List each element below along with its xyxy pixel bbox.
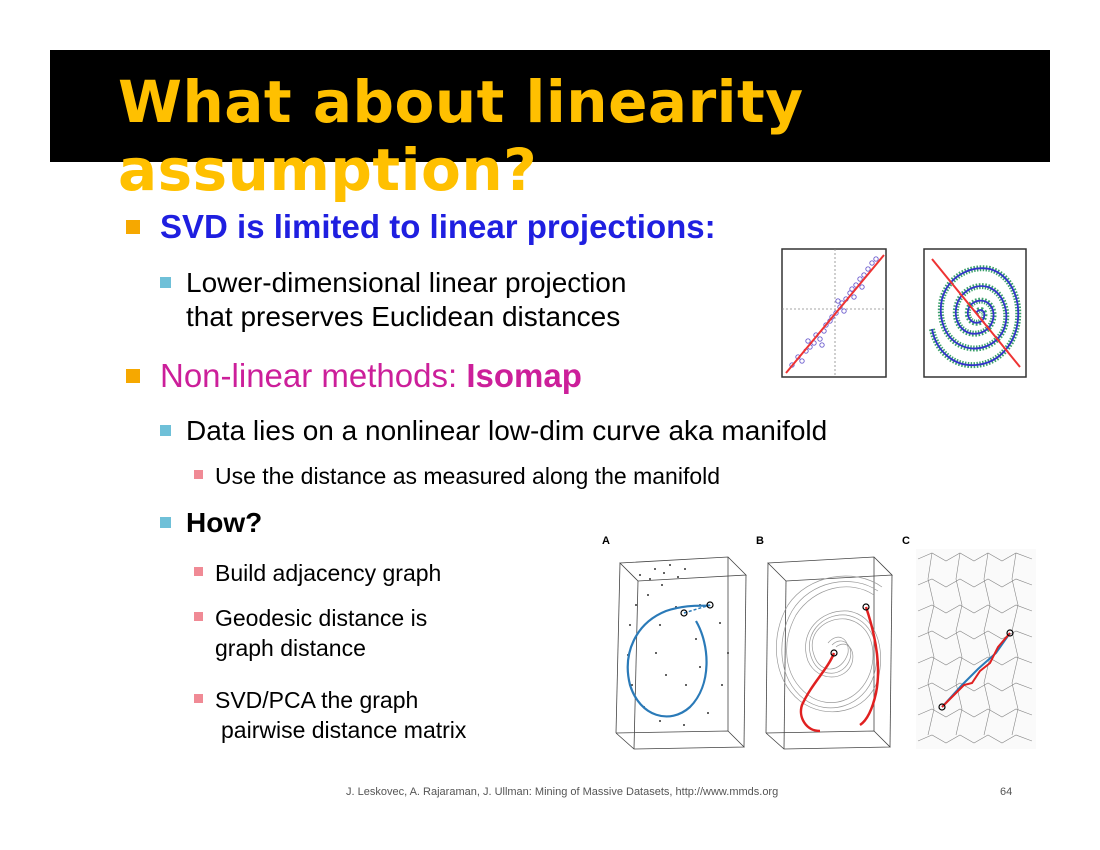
- bullet-lower-dim-line1: Lower-dimensional linear projection: [186, 267, 627, 298]
- unrolled-graph-c: [912, 535, 1042, 755]
- square-bullet-icon: [194, 612, 203, 621]
- bullet-geodesic-line2: graph distance: [215, 635, 366, 661]
- bullet-nonlinear: [126, 357, 582, 395]
- footer-citation: J. Leskovec, A. Rajaraman, J. Ullman: Mining of Massive Datasets, http://www.mmds.org: [346, 786, 779, 798]
- figure-a-label: A: [602, 535, 610, 547]
- figure-b: [756, 535, 912, 760]
- bullet-svdpca-text: [215, 685, 466, 745]
- bullet-lower-dim-text: [186, 266, 626, 334]
- square-bullet-icon: [194, 470, 203, 479]
- slide-title: What about linearity assumption?: [118, 68, 804, 204]
- bullet-nonlinear-text: [160, 357, 582, 395]
- bullet-use-distance: [194, 461, 720, 491]
- page-number: 64: [1000, 786, 1013, 798]
- spiral-plot: [922, 247, 1030, 379]
- bullet-svdpca-line2: pairwise distance matrix: [221, 717, 467, 743]
- bullet-svdpca-line1: SVD/PCA the graph: [215, 687, 419, 713]
- bullet-svdpca: [194, 685, 466, 745]
- bullet-nonlinear-prefix: Non-linear methods:: [160, 357, 467, 394]
- bullet-data-lies-text: Data lies on a nonlinear low-dim curve aka manifold: [186, 415, 828, 446]
- bullet-svd-limited: [126, 208, 716, 246]
- square-bullet-icon: [126, 369, 140, 383]
- bullet-build-graph-text: Build adjacency graph: [215, 560, 442, 586]
- figure-c-label: C: [902, 535, 910, 547]
- title-bar: [50, 50, 1050, 204]
- figure-c: [902, 535, 1042, 760]
- square-bullet-icon: [160, 517, 171, 528]
- bullet-svd-limited-text: SVD is limited to linear projections:: [160, 208, 716, 245]
- square-bullet-icon: [194, 694, 203, 703]
- figure-b-label: B: [756, 535, 764, 547]
- bullet-geodesic-line1: Geodesic distance is: [215, 605, 428, 631]
- bullet-lower-dim: [160, 266, 626, 334]
- square-bullet-icon: [160, 425, 171, 436]
- bullet-geodesic: [194, 603, 427, 663]
- bullet-lower-dim-line2: that preserves Euclidean distances: [186, 301, 621, 332]
- bullet-isomap: Isomap: [466, 357, 582, 394]
- bullet-how: [160, 506, 262, 540]
- figure-a: [600, 535, 756, 760]
- bullet-data-lies: [160, 414, 827, 448]
- bullet-build-graph: [194, 558, 441, 588]
- linear-projection-plot: [780, 247, 890, 379]
- swiss-roll-a: [600, 535, 756, 755]
- bullet-geodesic-text: [215, 603, 427, 663]
- square-bullet-icon: [126, 220, 140, 234]
- square-bullet-icon: [160, 277, 171, 288]
- bullet-use-distance-text: Use the distance as measured along the manifold: [215, 463, 721, 489]
- square-bullet-icon: [194, 567, 203, 576]
- bullet-how-text: How?: [186, 507, 263, 538]
- swiss-roll-b: [762, 535, 912, 755]
